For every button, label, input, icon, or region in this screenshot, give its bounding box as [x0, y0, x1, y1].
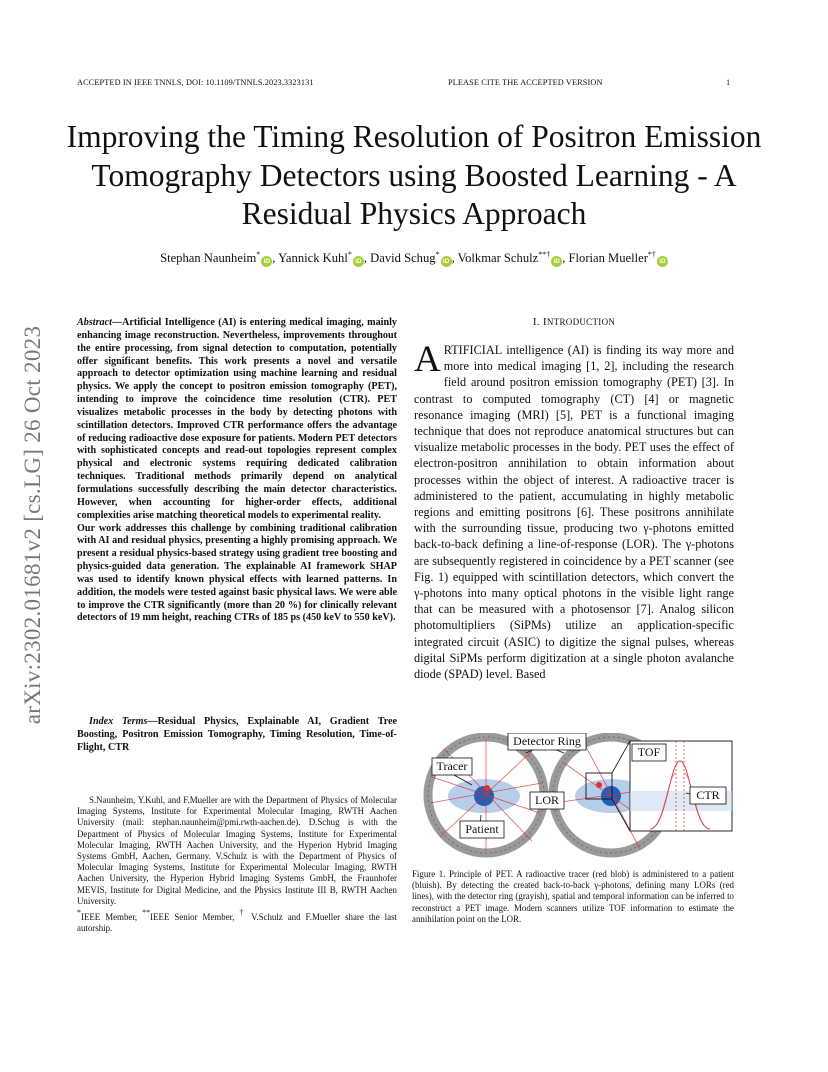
tracer-red-point — [484, 785, 490, 791]
tracer-red-point — [596, 782, 602, 788]
paper-title: Improving the Timing Resolution of Positron Emission Tomography Detectors using Boosted Learning - A Residual Physics Approach — [66, 119, 762, 231]
pet-principle-figure — [414, 733, 734, 861]
header-citation-note: PLEASE CITE THE ACCEPTED VERSION — [448, 78, 603, 87]
footnote-affiliations: S.Naunheim, Y.Kuhl, and F.Mueller are with the Department of Physics of Molecular Imaging Systems, Institute for Experimental Molecular Imaging, RWTH Aachen University (mail: stephan.naunheim@pmi.rwth-aachen.de). D.Schug is with the Department of Physics of Molecular Imaging Systems, Institute for Experimental Molecular Imaging, RWTH Aachen University, and the Hyperion Hybrid Imaging Systems GmbH, Aachen, Germany. V.Schulz is with the Department of Physics of Molecular Imaging Systems, Institute for Experimental Molecular Imaging, RWTH Aachen University, the Hyperion Hybrid Imaging Systems GmbH, the Fraunhofer MEVIS, Institute for Digital Medicine, and the Physics Institute III B, RWTH Aachen University. — [77, 795, 397, 906]
drop-cap: A — [414, 339, 441, 380]
section-heading: I. INTRODUCTION — [532, 316, 616, 328]
author-name: Stephan Naunheim — [160, 251, 257, 265]
author-mark: * — [256, 250, 261, 259]
footnote-membership: *IEEE Member, **IEEE Senior Member, † V.Schulz and F.Mueller share the last autorship. — [77, 908, 397, 934]
tracer-label: Tracer — [436, 759, 468, 773]
orcid-icon[interactable]: iD — [261, 256, 272, 267]
author-list: Stephan Naunheim*iD , Yannick Kuhl*iD , David Schug*iD , Volkmar Schulz**†iD , Florian Mueller*†iD — [60, 250, 768, 267]
arxiv-sidebar-stamp — [22, 290, 44, 760]
orcid-icon[interactable]: iD — [551, 256, 562, 267]
detector-ring-label: Detector Ring — [513, 734, 581, 748]
author-mark: * — [347, 250, 352, 259]
ctr-label: CTR — [696, 788, 720, 802]
author-name: Volkmar Schulz — [457, 251, 539, 265]
abstract-label: Abstract — [77, 317, 112, 328]
introduction-text — [414, 339, 734, 682]
author-name: Yannick Kuhl — [278, 251, 348, 265]
figure-caption: Figure 1. Principle of PET. A radioactive tracer (red blob) is administered to a patient (bluish). By detecting the created back-to-back γ-photons, defining many LORs (red lines), with the detector ring (grayish), spatial and temporal information can be inferred to reconstruct a PET image. Modern scanners utilize TOF information to estimate the annihilation point on the LOR. — [412, 869, 734, 924]
orcid-icon[interactable]: iD — [441, 256, 452, 267]
orcid-icon[interactable]: iD — [353, 256, 364, 267]
lor-label: LOR — [535, 793, 559, 807]
header-journal-info: ACCEPTED IN IEEE TNNLS, DOI: 10.1109/TNNLS.2023.3323131 — [77, 78, 314, 87]
author-mark: *† — [647, 250, 656, 259]
author-name: Florian Mueller — [568, 251, 648, 265]
index-terms-text: —Residual Physics, Explainable AI, Gradient Tree Boosting, Positron Emission Tomography, Timing Resolution, Time-of-Flight, CTR — [77, 716, 397, 753]
index-terms-label: Index Terms — [89, 716, 148, 727]
abstract — [77, 317, 397, 625]
author-name: David Schug — [370, 251, 436, 265]
patient-label: Patient — [465, 822, 499, 836]
abstract-paragraph: —Artificial Intelligence (AI) is entering medical imaging, mainly enhancing image reconstruction. Nevertheless, improvements throughout the entire processing, from signal detection to computation, potentially offer significant benefits. This work presents a novel and versatile approach to detector optimization using machine learning and residual physics. We apply the concept to positron emission tomography (PET), intending to improve the coincidence time resolution (CTR). PET visualizes metabolic processes in the body by detecting photons with scintillation detectors. Improved CTR performance offers the advantage of reducing radioactive dose exposure for patients. Modern PET detectors with sophisticated concepts and read-out topologies represent complex physical and electronic systems requiring dedicated calibration techniques. Traditional methods primarily depend on analytical formulations successfully describing the main detector characteristics. However, when accounting for higher-order effects, additional complexities arise matching theoretical models to experimental reality. — [77, 317, 397, 521]
tof-label: TOF — [637, 745, 661, 759]
affiliation-footnote — [77, 795, 397, 934]
arxiv-identifier: arXiv:2302.01681v2 [cs.LG] 26 Oct 2023 — [20, 325, 45, 725]
author-mark: **† — [538, 250, 551, 259]
author-mark: * — [435, 250, 440, 259]
index-terms — [77, 716, 397, 755]
orcid-icon[interactable]: iD — [657, 256, 668, 267]
abstract-paragraph: Our work addresses this challenge by combining traditional calibration with AI and residual physics, presenting a highly promising approach. We present a residual physics-based strategy using gradient tree boosting and physics-guided data generation. The explainable AI framework SHAP was used to identify known physical effects with learned patterns. In addition, the models were tested against basic physical laws. We were able to improve the CTR significantly (more than 20 %) for clinically relevant detectors of 19 mm height, reaching CTRs of 185 ps (450 keV to 550 keV). — [77, 522, 397, 624]
page-number: 1 — [726, 78, 731, 87]
introduction-body: RTIFICIAL intelligence (AI) is finding its way more and more into medical imaging [1, 2], including the research field around positron emission tomography (PET) [3]. In contrast to computed tomography (CT) [4] or magnetic resonance imaging (MRI) [5], PET is a functional imaging technique that does not reproduce anatomical structures but can visualize metabolic processes in the body. PET uses the effect of electron-positron annihilation to obtain information about processes within the object of interest. A radioactive tracer is administered to the patient, accumulating in highly metabolic regions and emitting positrons [6]. These positrons annihilate with the surrounding tissue, producing two γ-photons emitted back-to-back defining a line-of-response (LOR). The γ-photons are subsequently registered in coincidence by a PET scanner (see Fig. 1) equipped with scintillation detectors, which convert the γ-photons into many optical photons in the visible light range that can be measured with a photosensor [7]. Analog silicon photomultipliers (SiPMs) utilize an application-specific integrated circuit (ASIC) to digitize the signal pulses, whereas digital SiPMs perform digitization at a single photon avalanche diode (SPAD) level. Based — [414, 343, 734, 682]
